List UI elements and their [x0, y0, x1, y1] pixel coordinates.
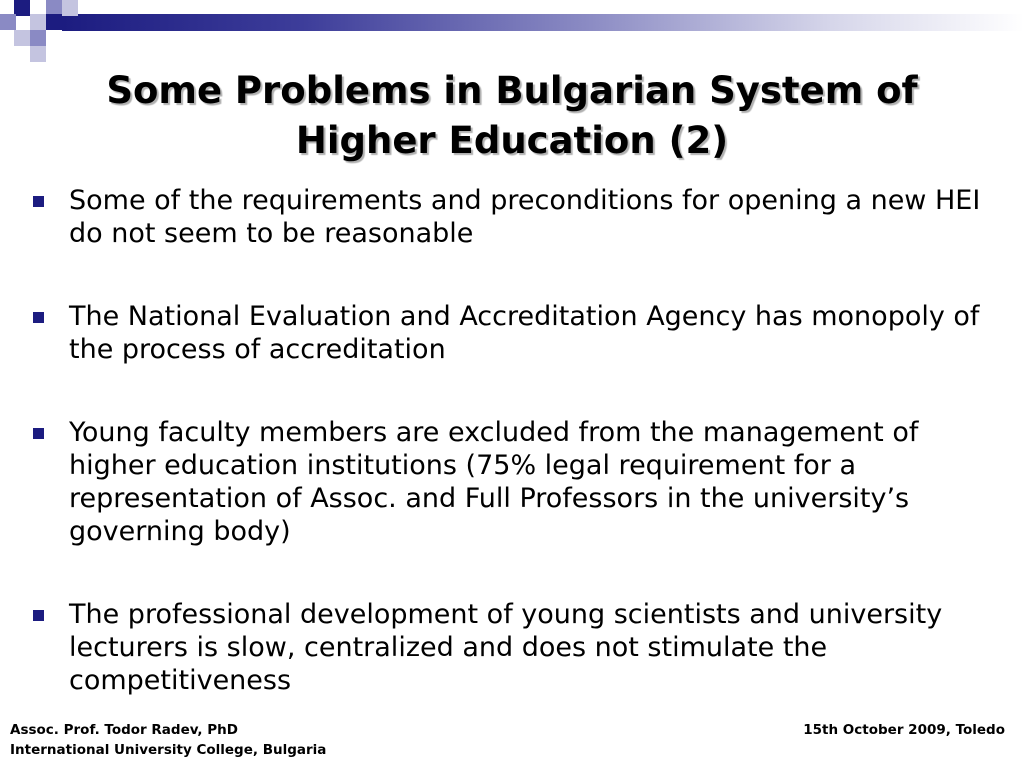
slide-title-line: Some Problems in Bulgarian System of: [106, 69, 918, 112]
footer-author-block: [10, 720, 326, 760]
bullet-text: The National Evaluation and Accreditation Agency has monopoly of the process of accreditation: [69, 301, 980, 365]
bullet-text: Young faculty members are excluded from the management of higher education institutions (75% legal requirement for a representation of Assoc. and Full Professors in the university’s governing body): [69, 417, 919, 547]
decoration-square-icon: [14, 30, 30, 46]
bullet-item: [30, 300, 1010, 366]
bullet-list: [30, 184, 1010, 697]
footer-institution: International University College, Bulgaria: [10, 742, 327, 758]
decoration-square-icon: [30, 30, 46, 46]
decoration-square-icon: [30, 14, 46, 30]
decoration-square-icon: [62, 0, 78, 16]
square-bullet-icon: [33, 196, 44, 207]
decoration-square-icon: [0, 14, 16, 30]
bullet-item: [30, 598, 1010, 697]
decoration-square-icon: [46, 14, 62, 30]
header-gradient-band: [62, 14, 1024, 31]
footer-author: Assoc. Prof. Todor Radev, PhD: [10, 722, 238, 738]
decoration-square-icon: [30, 46, 46, 62]
slide-title-line: Higher Education (2): [295, 119, 729, 162]
bullet-text: Some of the requirements and preconditions for opening a new HEI do not seem to be reasonable: [69, 185, 981, 249]
bullet-item: [30, 184, 1010, 250]
square-bullet-icon: [33, 610, 44, 621]
header-decoration: [0, 0, 1024, 62]
bullet-item: [30, 416, 1010, 548]
square-bullet-icon: [33, 312, 44, 323]
square-bullet-icon: [33, 428, 44, 439]
bullet-text: The professional development of young scientists and university lecturers is slow, centralized and does not stimulate the competitiveness: [69, 599, 943, 696]
decoration-square-icon: [14, 0, 30, 16]
footer-date-place: 15th October 2009, Toledo: [803, 722, 1005, 738]
slide-title: [0, 66, 1024, 166]
